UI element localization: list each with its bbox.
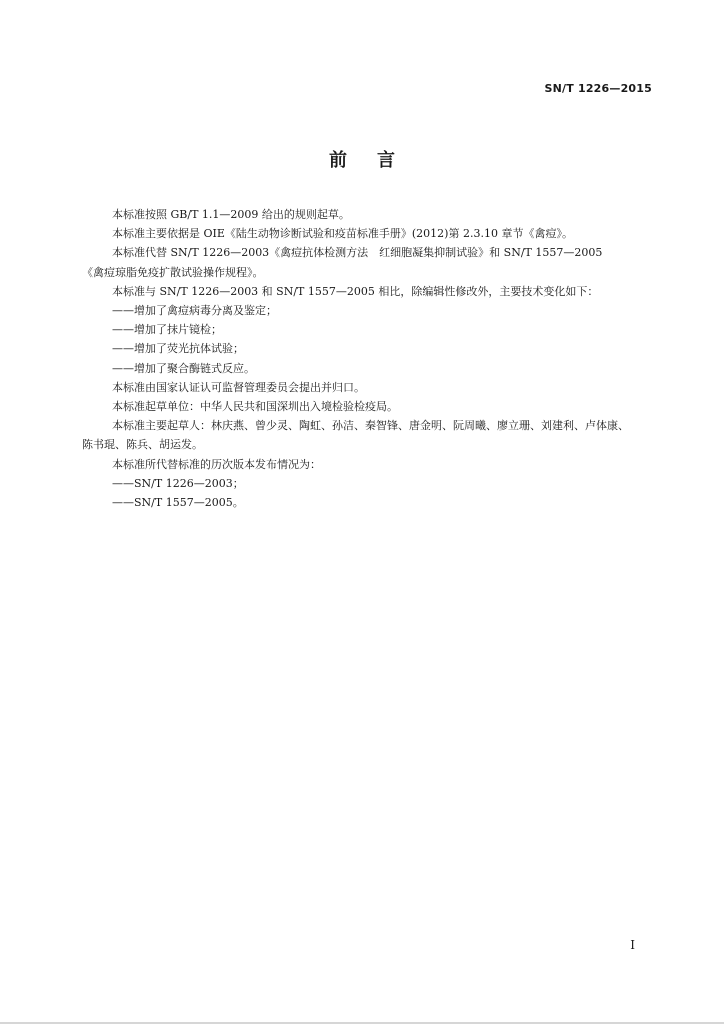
previous-version-item: ——SN/T 1226—2003； — [112, 476, 244, 490]
paragraph-replaces-continued: 《禽痘琼脂免疫扩散试验操作规程》。 — [82, 265, 264, 279]
paragraph-replaces: 本标准代替 SN/T 1226—2003《禽痘抗体检测方法 红细胞凝集抑制试验》和 SN/T 1557—2005 — [112, 246, 603, 260]
foreword-body — [82, 205, 655, 512]
paragraph-version-history: 本标准所代替标准的历次版本发布情况为： — [112, 457, 321, 471]
change-item: ——增加了禽痘病毒分离及鉴定； — [112, 304, 277, 318]
standard-number: SN/T 1226—2015 — [544, 82, 652, 95]
change-item: ——增加了聚合酶链式反应。 — [112, 361, 255, 375]
paragraph-drafters: 本标准主要起草人：林庆燕、曾少灵、陶虹、孙洁、秦智锋、唐金明、阮周曦、廖立珊、刘建利、卢体康、 — [112, 419, 629, 433]
paragraph-drafters-continued: 陈书琨、陈兵、胡运发。 — [82, 438, 203, 452]
paragraph-main-basis: 本标准主要依据是 OIE《陆生动物诊断试验和疫苗标准手册》(2012)第 2.3.10 章节《禽痘》。 — [112, 227, 573, 241]
change-item: ——增加了抹片镜检； — [112, 323, 222, 337]
paragraph-changes-intro: 本标准与 SN/T 1226—2003 和 SN/T 1557—2005 相比，除编辑性修改外，主要技术变化如下： — [112, 284, 599, 298]
previous-version-item: ——SN/T 1557—2005。 — [112, 496, 244, 510]
paragraph-drafting-unit: 本标准起草单位：中华人民共和国深圳出入境检验检疫局。 — [112, 400, 398, 414]
paragraph-drafting-rules: 本标准按照 GB/T 1.1—2009 给出的规则起草。 — [112, 208, 350, 221]
page-title: 前言 — [329, 150, 425, 171]
paragraph-proposed-by: 本标准由国家认证认可监督管理委员会提出并归口。 — [112, 380, 365, 394]
change-item: ——增加了荧光抗体试验； — [112, 342, 244, 356]
page-number: I — [630, 938, 635, 952]
